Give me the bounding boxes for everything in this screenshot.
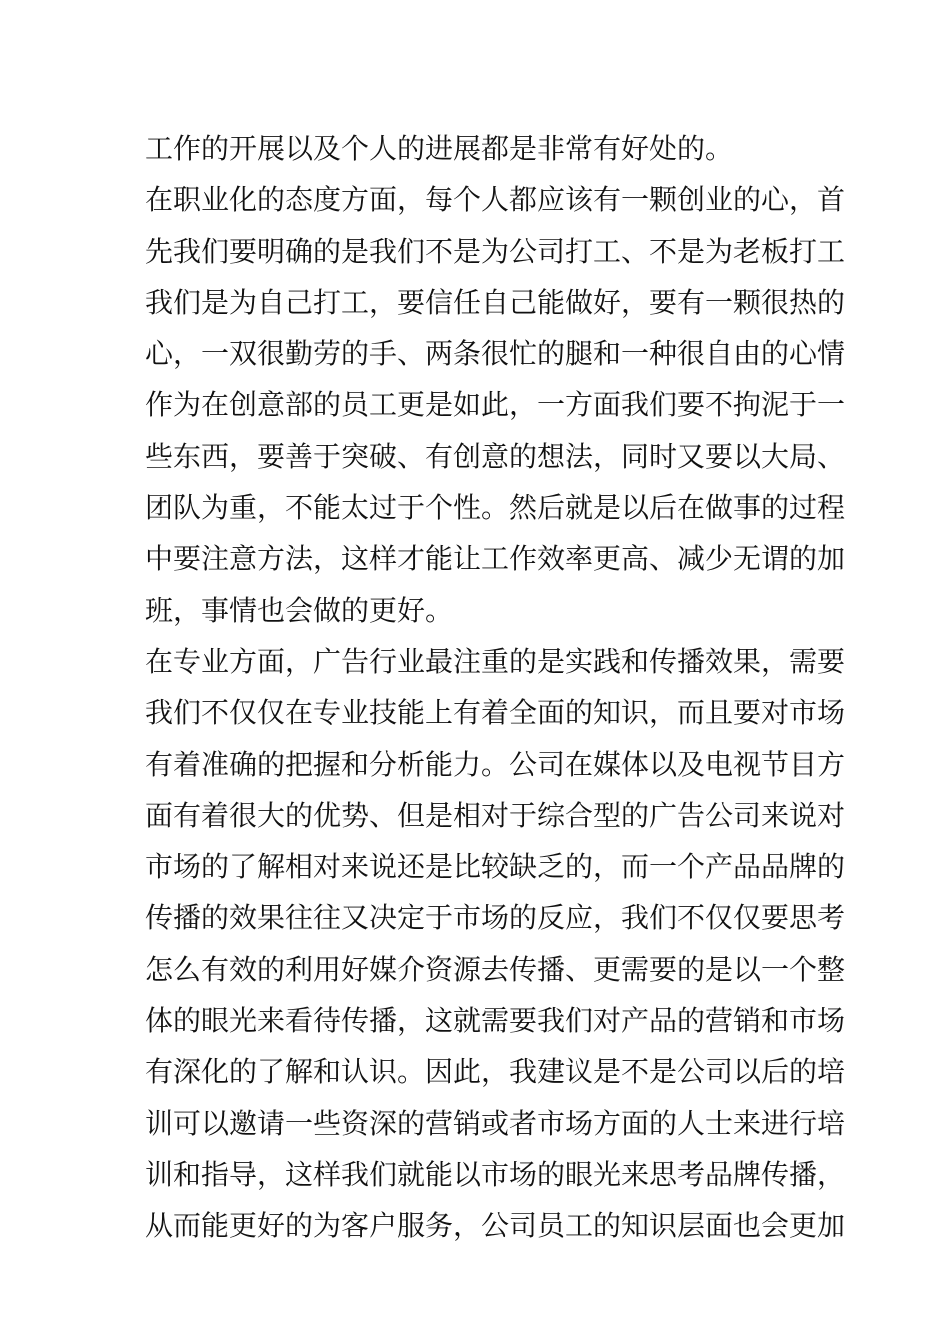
text-line: 有着准确的把握和分析能力。公司在媒体以及电视节目方 [145,747,846,781]
text-line: 心，一双很勤劳的手、两条很忙的腿和一种很自由的心情 [145,337,846,371]
text-line: 训可以邀请一些资深的营销或者市场方面的人士来进行培 [145,1106,846,1140]
text-line: 有深化的了解和认识。因此，我建议是不是公司以后的培 [145,1055,846,1089]
text-line: 体的眼光来看待传播，这就需要我们对产品的营销和市场 [145,1004,846,1038]
text-line: 在职业化的态度方面，每个人都应该有一颗创业的心，首 [145,183,846,217]
text-line: 面有着很大的优势、但是相对于综合型的广告公司来说对 [145,798,846,832]
text-line: 在专业方面，广告行业最注重的是实践和传播效果，需要 [145,644,846,678]
text-line: 传播的效果往往又决定于市场的反应，我们不仅仅要思考 [145,901,846,935]
text-line: 我们不仅仅在专业技能上有着全面的知识，而且要对市场 [145,696,846,730]
body-text [145,123,846,1252]
text-line: 我们是为自己打工，要信任自己能做好，要有一颗很热的 [145,285,846,319]
text-line: 训和指导，这样我们就能以市场的眼光来思考品牌传播， [145,1157,846,1191]
text-line: 怎么有效的利用好媒介资源去传播、更需要的是以一个整 [145,952,846,986]
text-line: 团队为重，不能太过于个性。然后就是以后在做事的过程 [145,491,846,525]
text-line: 班，事情也会做的更好。 [145,593,454,627]
text-line: 作为在创意部的员工更是如此，一方面我们要不拘泥于一 [145,388,846,422]
text-line: 市场的了解相对来说还是比较缺乏的，而一个产品品牌的 [145,850,846,884]
text-line: 中要注意方法，这样才能让工作效率更高、减少无谓的加 [145,542,846,576]
text-line: 从而能更好的为客户服务，公司员工的知识层面也会更加 [145,1209,846,1243]
text-line: 工作的开展以及个人的进展都是非常有好处的。 [145,132,734,165]
text-line: 先我们要明确的是我们不是为公司打工、不是为老板打工 [145,234,846,268]
text-line: 些东西，要善于突破、有创意的想法，同时又要以大局、 [145,439,846,473]
